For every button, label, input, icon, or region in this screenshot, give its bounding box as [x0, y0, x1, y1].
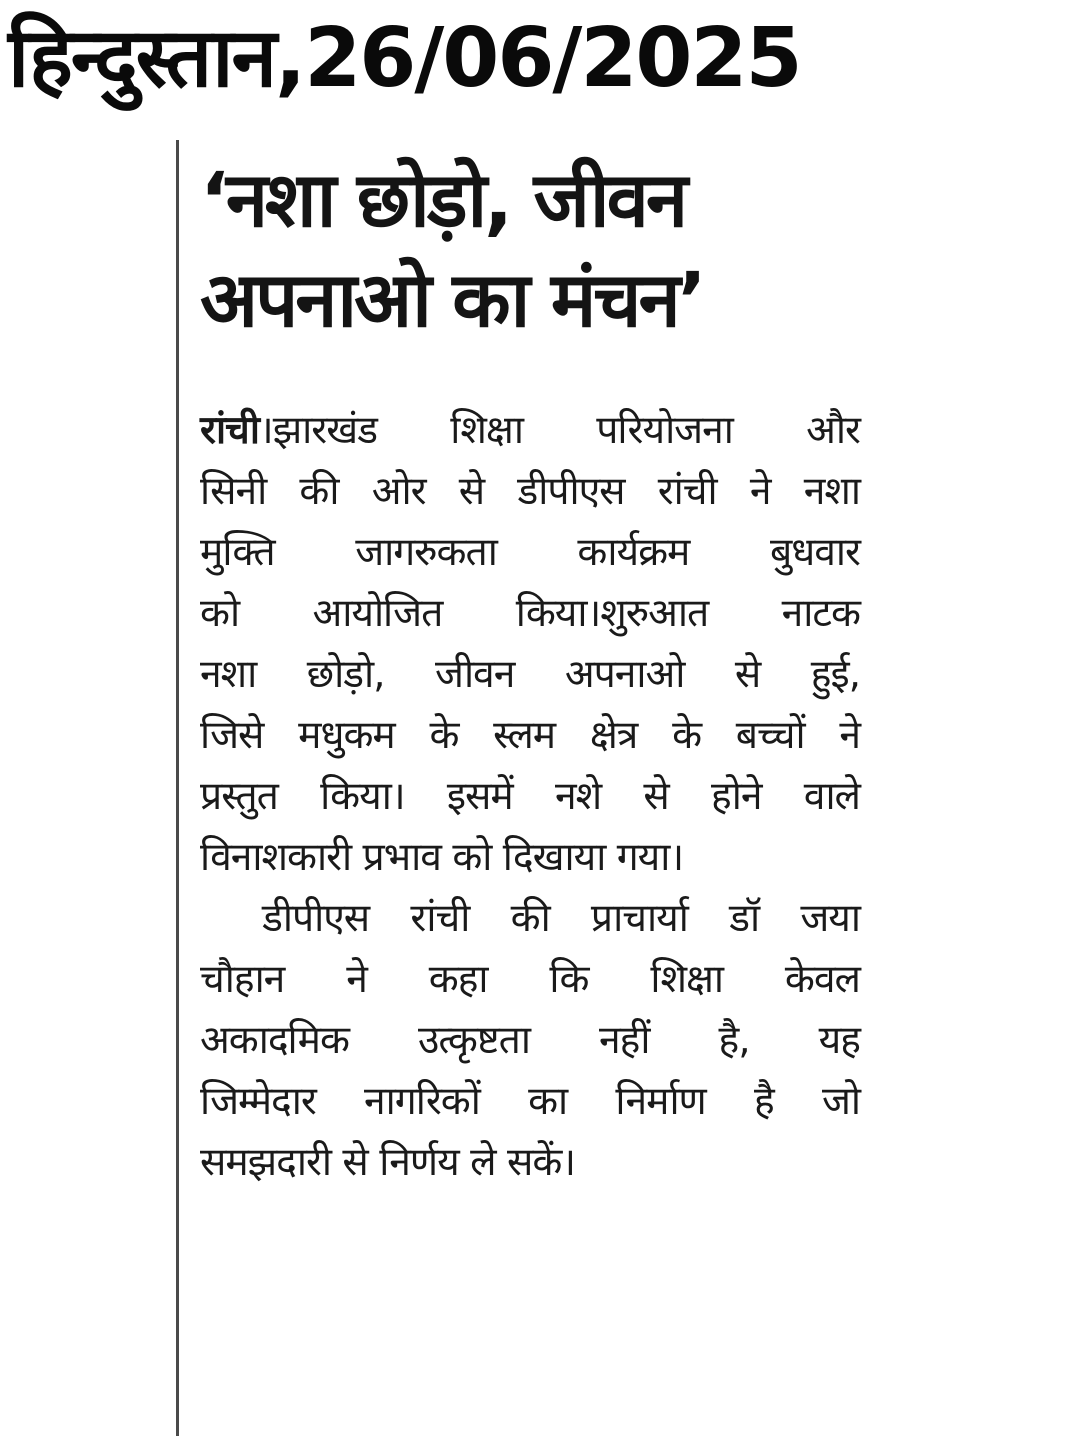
news-article — [200, 150, 860, 1193]
article-body — [200, 400, 860, 1193]
masthead-separator: , — [275, 11, 305, 106]
body-line: अकादमिक उत्कृष्टता नहीं है, यह — [200, 1018, 860, 1063]
masthead — [8, 4, 1072, 114]
body-line: मुक्ति जागरुकता कार्यक्रम बुधवार — [200, 530, 860, 575]
body-line: विनाशकारी प्रभाव को दिखाया गया। — [200, 835, 684, 880]
body-line: जिसे मधुकम के स्लम क्षेत्र के बच्चों ने — [200, 713, 860, 758]
column-rule — [176, 140, 179, 1436]
body-line: जिम्मेदार नागरिकों का निर्माण है जो — [200, 1079, 860, 1124]
body-line: नशा छोड़ो, जीवन अपनाओ से हुई, — [200, 652, 860, 697]
body-line: प्रस्तुत किया। इसमें नशे से होने वाले — [200, 774, 860, 819]
body-line: डीपीएस रांची की प्राचार्या डॉ जया — [262, 896, 860, 941]
publication-name: हिन्दुस्तान — [8, 11, 276, 106]
body-line: को आयोजित किया।शुरुआत नाटक — [200, 591, 860, 636]
body-line-text: ।झारखंड शिक्षा परियोजना और — [258, 408, 860, 453]
publication-date: 26/06/2025 — [304, 11, 801, 106]
body-line — [200, 400, 860, 461]
body-line: सिनी की ओर से डीपीएस रांची ने नशा — [200, 469, 860, 514]
headline-line: अपनाओ का मंचन’ — [200, 255, 704, 344]
headline-line: ‘नशा छोड़ो, जीवन — [200, 155, 686, 244]
dateline: रांची — [200, 408, 259, 453]
body-line: समझदारी से निर्णय ले सकें। — [200, 1140, 576, 1185]
article-headline — [200, 150, 860, 350]
body-line: चौहान ने कहा कि शिक्षा केवल — [200, 957, 860, 1002]
